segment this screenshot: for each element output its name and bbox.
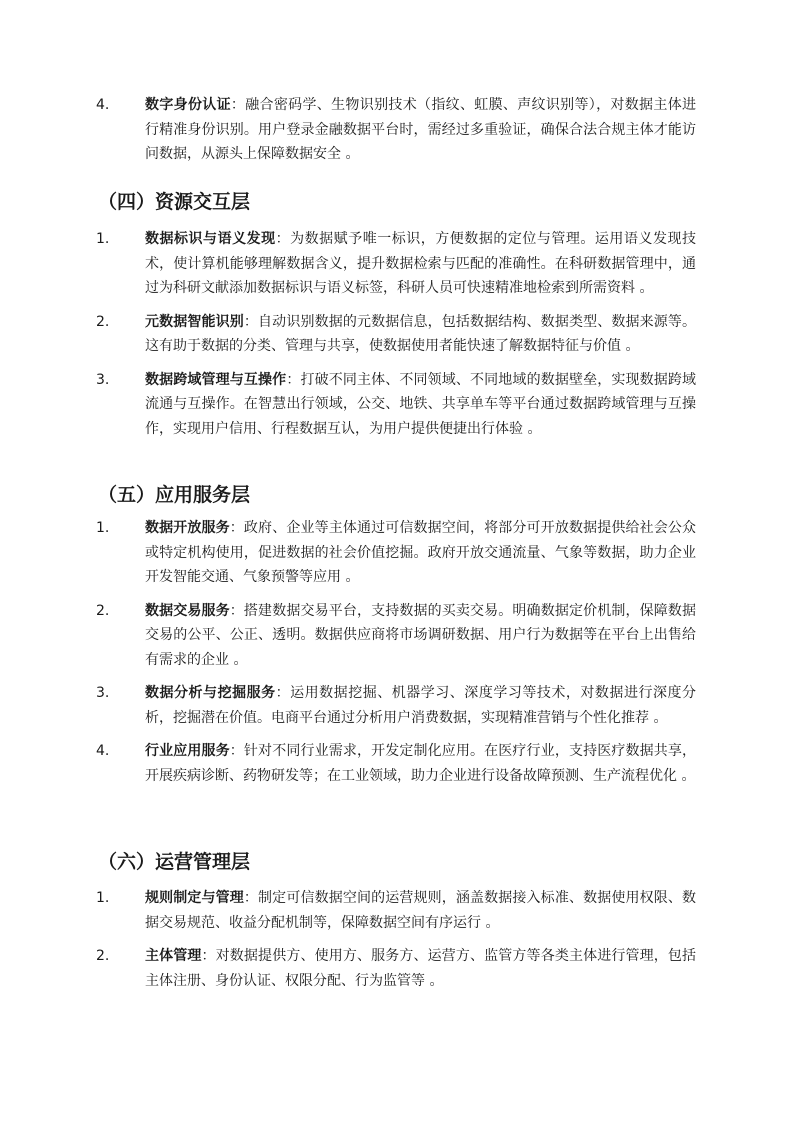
list-term: 数字身份认证 <box>145 97 231 113</box>
section-list-6 <box>0 886 794 1002</box>
list-item <box>0 681 794 730</box>
list-item <box>0 310 794 359</box>
list-text: ：自动识别数据的元数据信息，包括数据结构、数据类型、数据来源等。这有助于数据的分类、管理与共享，使数据使用者能快速了解数据特征与价值 。 <box>145 313 696 354</box>
list-item <box>0 368 794 442</box>
list-number: 2. <box>96 602 110 619</box>
section-list-5 <box>0 516 794 797</box>
section-title: （六）运营管理层 <box>98 851 251 873</box>
list-number: 2. <box>96 948 110 964</box>
list-text: ：融合密码学、生物识别技术（指纹、虹膜、声纹识别等），对数据主体进行精准身份识别。用户登录金融数据平台时，需经过多重验证，确保合法合规主体才能访问数据，从源头上保障数据安全 。 <box>145 97 697 162</box>
section-title: （四）资源交互层 <box>98 191 251 213</box>
list-number: 3. <box>96 371 110 388</box>
section-heading-6 <box>0 849 794 875</box>
list-item <box>0 944 794 993</box>
list-text: ：为数据赋予唯一标识，方便数据的定位与管理。运用语义发现技术，使计算机能够理解数据含义，提升数据检索与匹配的准确性。在科研数据管理中，通过为科研文献添加数据标识与语义标签，科研人员可快速精准地检索到所需资料 。 <box>145 231 697 296</box>
section-title: （五）应用服务层 <box>98 484 251 506</box>
list-text: ：针对不同行业需求，开发定制化应用。在医疗行业，支持医疗数据共享，开展疾病诊断、药物研发等；在工业领域，助力企业进行设备故障预测、生产流程优化 。 <box>145 743 697 784</box>
list-item <box>0 599 794 673</box>
list-text: ：运用数据挖掘、机器学习、深度学习等技术，对数据进行深度分析，挖掘潜在价值。电商平台通过分析用户消费数据，实现精准营销与个性化推荐 。 <box>145 685 697 726</box>
list-term: 元数据智能识别 <box>145 313 244 330</box>
continued-list <box>0 93 794 176</box>
list-term: 行业应用服务 <box>145 743 230 759</box>
section-heading-5 <box>0 482 794 508</box>
section-list-4 <box>0 227 794 450</box>
list-number: 1. <box>96 890 110 906</box>
list-text: ：搭建数据交易平台，支持数据的买卖交易。明确数据定价机制，保障数据交易的公平、公正、透明。数据供应商将市场调研数据、用户行为数据等在平台上出售给有需求的企业 。 <box>145 602 697 668</box>
list-term: 数据标识与语义发现 <box>145 231 276 247</box>
list-text: ：政府、企业等主体通过可信数据空间，将部分可开放数据提供给社会公众或特定机构使用，促进数据的社会价值挖掘。政府开放交通流量、气象等数据，助力企业开发智能交通、气象预警等应用 。 <box>145 520 697 585</box>
list-term: 数据交易服务 <box>145 602 230 619</box>
list-number: 3. <box>96 685 110 701</box>
list-term: 数据分析与挖掘服务 <box>145 685 276 701</box>
list-item <box>0 516 794 590</box>
list-number: 4. <box>96 97 110 113</box>
list-text: ：打破不同主体、不同领域、不同地域的数据壁垒，实现数据跨域流通与互操作。在智慧出行领域，公交、地铁、共享单车等平台通过数据跨域管理与互操作，实现用户信用、行程数据互认，为用户提供便捷出行体验 。 <box>145 371 697 437</box>
list-text: ：制定可信数据空间的运营规则，涵盖数据接入标准、数据使用权限、数据交易规范、收益分配机制等，保障数据空间有序运行 。 <box>145 890 696 931</box>
list-item <box>0 886 794 935</box>
list-term: 主体管理 <box>145 948 202 964</box>
list-number: 1. <box>96 231 110 247</box>
list-term: 数据开放服务 <box>145 520 230 536</box>
list-number: 4. <box>96 743 110 759</box>
list-text: ：对数据提供方、使用方、服务方、运营方、监管方等各类主体进行管理，包括主体注册、身份认证、权限分配、行为监管等 。 <box>145 948 697 989</box>
list-item <box>0 739 794 788</box>
section-heading-4 <box>0 189 794 215</box>
list-item <box>0 93 794 167</box>
list-number: 1. <box>96 520 110 536</box>
list-item <box>0 227 794 301</box>
list-term: 规则制定与管理 <box>145 890 244 906</box>
list-number: 2. <box>96 313 110 330</box>
list-term: 数据跨域管理与互操作 <box>145 371 287 388</box>
